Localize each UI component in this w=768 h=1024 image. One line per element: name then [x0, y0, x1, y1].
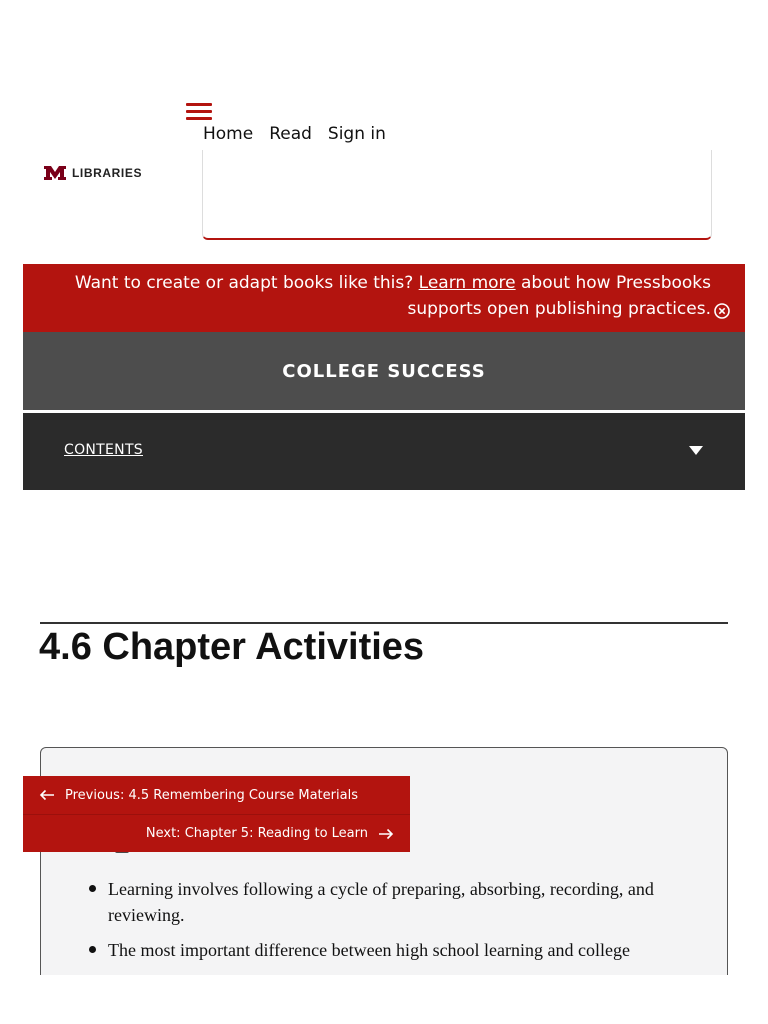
next-chapter-button[interactable] — [23, 814, 410, 852]
top-navigation — [203, 124, 386, 144]
book-title-bar — [23, 332, 745, 410]
close-circle-icon[interactable] — [713, 302, 731, 320]
title-divider — [40, 622, 728, 624]
list-item: The most important difference between high school learning and college — [68, 937, 688, 963]
search-panel[interactable] — [202, 150, 712, 240]
previous-chapter-label: Previous: 4.5 Remembering Course Materials — [65, 787, 358, 803]
chapter-title: 4.6 Chapter Activities — [39, 626, 425, 668]
arrow-right-icon — [378, 828, 394, 840]
book-title[interactable]: COLLEGE SUCCESS — [282, 360, 486, 382]
promo-text-before: Want to create or adapt books like this? — [74, 273, 419, 293]
takeaways-list — [68, 876, 688, 972]
nav-home-link[interactable]: Home — [203, 124, 254, 144]
libraries-logo[interactable] — [44, 166, 142, 180]
promo-text-after: about how Pressbooks supports open publishing practices. — [407, 273, 711, 319]
list-item: Learning involves following a cycle of preparing, absorbing, recording, and reviewing. — [68, 876, 688, 928]
logo-text: LIBRARIES — [72, 166, 143, 180]
university-m-logo-icon — [44, 166, 66, 180]
contents-label[interactable]: CONTENTS — [64, 442, 143, 458]
caret-down-icon[interactable] — [689, 446, 703, 455]
previous-chapter-button[interactable] — [23, 776, 410, 814]
next-chapter-label: Next: Chapter 5: Reading to Learn — [145, 826, 368, 841]
promo-banner — [23, 264, 745, 332]
learn-more-link[interactable]: Learn more — [418, 273, 516, 293]
hamburger-menu-icon[interactable] — [186, 103, 212, 121]
page-bottom-area — [0, 975, 768, 1024]
arrow-left-icon — [39, 789, 55, 801]
nav-read-link[interactable]: Read — [269, 124, 312, 144]
contents-toggle[interactable] — [23, 413, 745, 490]
nav-sign-in-link[interactable]: Sign in — [327, 124, 386, 144]
